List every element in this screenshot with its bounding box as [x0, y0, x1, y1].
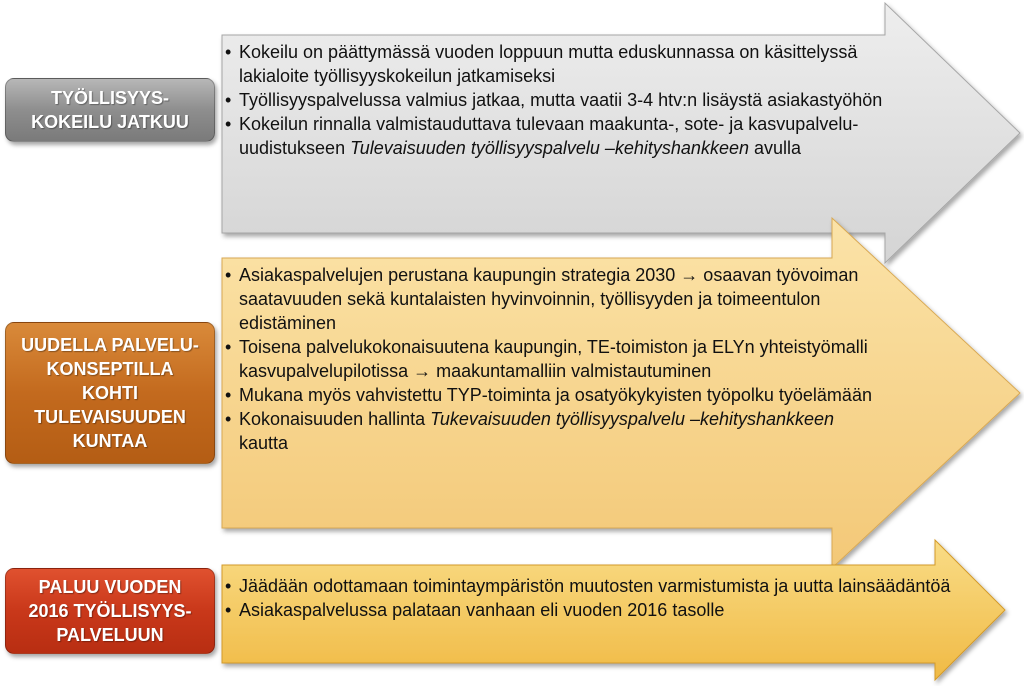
bullet-marker: • — [225, 385, 232, 405]
bullet-item — [225, 263, 885, 335]
bullet-marker: • — [225, 576, 232, 596]
bullet-marker: • — [225, 90, 232, 110]
bullet-item — [225, 574, 1005, 598]
bullet-marker: • — [225, 337, 232, 357]
bullet-text: Tulevaisuuden työllisyyspalvelu –kehityshankkeen — [350, 138, 749, 158]
bullet-marker: • — [225, 265, 232, 285]
bullet-list-row-2 — [225, 263, 885, 455]
bullet-item — [225, 335, 885, 383]
bullet-text: Asiakaspalvelujen perustana kaupungin strategia 2030 → osaavan työvoiman saatavuuden sekä kuntalaisten hyvinvoinnin, työllisyyden ja toimeentulon edistäminen — [239, 265, 859, 333]
bullet-item — [225, 88, 885, 112]
bullet-item — [225, 40, 885, 88]
bullet-text: Tukevaisuuden työllisyyspalvelu –kehityshankkeen — [430, 409, 835, 429]
bullet-text: avulla — [748, 138, 802, 158]
bullet-marker: • — [225, 600, 232, 620]
bullet-text: Mukana myös vahvistettu TYP-toiminta ja osatyökykyisten työpolku työelämään — [239, 385, 872, 405]
bullet-text: Kokeilun rinnalla valmistauduttava tulevaan maakunta-, sote- ja kasvupalvelu-uudistukseen — [239, 114, 859, 158]
bullet-item — [225, 383, 885, 407]
bullet-item — [225, 598, 1005, 622]
bullet-text: kautta — [239, 433, 289, 453]
bullet-text: Kokeilu on päättymässä vuoden loppuun mutta eduskunnassa on käsittelyssä lakialoite työllisyyskokeilun jatkamiseksi — [239, 42, 858, 86]
label-uudella-palvelukonseptilla: UUDELLA PALVELU- KONSEPTILLA KOHTI TULEVAISUUDEN KUNTAA — [5, 322, 215, 464]
bullet-item — [225, 112, 885, 160]
bullet-text: Toisena palvelukokonaisuutena kaupungin, TE-toimiston ja ELYn yhteistyömalli kasvupalvelupilotissa → maakuntamalliin valmistautuminen — [239, 337, 868, 381]
bullet-list-row-3 — [225, 574, 1005, 622]
bullet-text: Työllisyyspalvelussa valmius jatkaa, mutta vaatii 3-4 htv:n lisäystä asiakastyöhön — [239, 90, 883, 110]
label-paluu-vuoden-2016: PALUU VUODEN 2016 TYÖLLISYYS- PALVELUUN — [5, 568, 215, 654]
bullet-text: Kokonaisuuden hallinta — [239, 409, 431, 429]
bullet-text: Asiakaspalvelussa palataan vanhaan eli vuoden 2016 tasolle — [239, 600, 725, 620]
bullet-marker: • — [225, 409, 232, 429]
label-tyollisyyskokeilu-jatkuu: TYÖLLISYYS- KOKEILU JATKUU — [5, 78, 215, 142]
bullet-text: Jäädään odottamaan toimintaympäristön muutosten varmistumista ja uutta lainsäädäntöä — [239, 576, 951, 596]
bullet-marker: • — [225, 114, 232, 134]
bullet-list-row-1 — [225, 40, 885, 160]
bullet-item — [225, 407, 885, 455]
bullet-marker: • — [225, 42, 232, 62]
